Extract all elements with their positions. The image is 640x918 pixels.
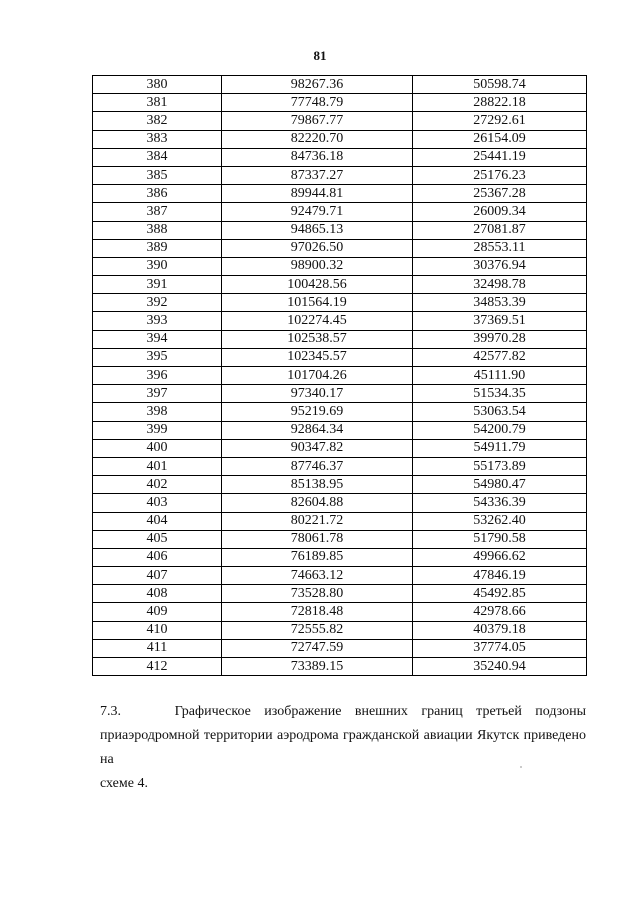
table-row: [93, 585, 587, 603]
x-coordinate-cell: 97340.17: [222, 385, 413, 403]
x-coordinate-cell: 72747.59: [222, 639, 413, 657]
x-coordinate-cell: 87337.27: [222, 166, 413, 184]
point-number-cell: 387: [93, 203, 222, 221]
y-coordinate-cell: 50598.74: [413, 76, 587, 94]
table-row: [93, 530, 587, 548]
x-coordinate-cell: 100428.56: [222, 276, 413, 294]
point-number-cell: 408: [93, 585, 222, 603]
y-coordinate-cell: 49966.62: [413, 548, 587, 566]
x-coordinate-cell: 90347.82: [222, 439, 413, 457]
point-number-cell: 405: [93, 530, 222, 548]
x-coordinate-cell: 97026.50: [222, 239, 413, 257]
y-coordinate-cell: 25367.28: [413, 185, 587, 203]
point-number-cell: 385: [93, 166, 222, 184]
x-coordinate-cell: 89944.81: [222, 185, 413, 203]
page-number: 81: [313, 48, 327, 63]
coordinates-table-body: [93, 76, 587, 676]
point-number-cell: 400: [93, 439, 222, 457]
y-coordinate-cell: 35240.94: [413, 658, 587, 676]
table-row: [93, 348, 587, 366]
point-number-cell: 406: [93, 548, 222, 566]
table-row: [93, 166, 587, 184]
x-coordinate-cell: 101704.26: [222, 367, 413, 385]
y-coordinate-cell: 53063.54: [413, 403, 587, 421]
paragraph-line-2: приаэродромной территории аэродрома гражданской авиации Якутск приведено на: [100, 728, 586, 767]
x-coordinate-cell: 79867.77: [222, 112, 413, 130]
x-coordinate-cell: 102345.57: [222, 348, 413, 366]
table-row: [93, 367, 587, 385]
table-row: [93, 185, 587, 203]
y-coordinate-cell: 47846.19: [413, 567, 587, 585]
y-coordinate-cell: 26009.34: [413, 203, 587, 221]
x-coordinate-cell: 102274.45: [222, 312, 413, 330]
table-row: [93, 457, 587, 475]
y-coordinate-cell: 27292.61: [413, 112, 587, 130]
table-row: [93, 603, 587, 621]
table-row: [93, 639, 587, 657]
y-coordinate-cell: 32498.78: [413, 276, 587, 294]
y-coordinate-cell: 25176.23: [413, 166, 587, 184]
point-number-cell: 407: [93, 567, 222, 585]
y-coordinate-cell: 40379.18: [413, 621, 587, 639]
x-coordinate-cell: 72555.82: [222, 621, 413, 639]
point-number-cell: 404: [93, 512, 222, 530]
coordinates-table: [92, 75, 587, 676]
table-row: [93, 112, 587, 130]
y-coordinate-cell: 42577.82: [413, 348, 587, 366]
x-coordinate-cell: 82604.88: [222, 494, 413, 512]
x-coordinate-cell: 98267.36: [222, 76, 413, 94]
y-coordinate-cell: 28822.18: [413, 94, 587, 112]
table-row: [93, 94, 587, 112]
point-number-cell: 391: [93, 276, 222, 294]
table-row: [93, 439, 587, 457]
point-number-cell: 388: [93, 221, 222, 239]
table-row: [93, 148, 587, 166]
point-number-cell: 409: [93, 603, 222, 621]
point-number-cell: 394: [93, 330, 222, 348]
x-coordinate-cell: 73389.15: [222, 658, 413, 676]
table-row: [93, 330, 587, 348]
y-coordinate-cell: 25441.19: [413, 148, 587, 166]
x-coordinate-cell: 95219.69: [222, 403, 413, 421]
point-number-cell: 389: [93, 239, 222, 257]
table-row: [93, 221, 587, 239]
table-row: [93, 312, 587, 330]
table-row: [93, 548, 587, 566]
table-row: [93, 403, 587, 421]
y-coordinate-cell: 37774.05: [413, 639, 587, 657]
table-row: [93, 512, 587, 530]
table-row: [93, 130, 587, 148]
table-row: [93, 567, 587, 585]
y-coordinate-cell: 37369.51: [413, 312, 587, 330]
point-number-cell: 392: [93, 294, 222, 312]
table-row: [93, 276, 587, 294]
point-number-cell: 390: [93, 257, 222, 275]
y-coordinate-cell: 39970.28: [413, 330, 587, 348]
y-coordinate-cell: 42978.66: [413, 603, 587, 621]
y-coordinate-cell: 54336.39: [413, 494, 587, 512]
scan-speck: [520, 766, 522, 768]
point-number-cell: 384: [93, 148, 222, 166]
x-coordinate-cell: 92479.71: [222, 203, 413, 221]
y-coordinate-cell: 30376.94: [413, 257, 587, 275]
x-coordinate-cell: 77748.79: [222, 94, 413, 112]
x-coordinate-cell: 78061.78: [222, 530, 413, 548]
x-coordinate-cell: 84736.18: [222, 148, 413, 166]
x-coordinate-cell: 80221.72: [222, 512, 413, 530]
y-coordinate-cell: 51790.58: [413, 530, 587, 548]
point-number-cell: 402: [93, 476, 222, 494]
table-row: [93, 76, 587, 94]
x-coordinate-cell: 82220.70: [222, 130, 413, 148]
x-coordinate-cell: 76189.85: [222, 548, 413, 566]
x-coordinate-cell: 85138.95: [222, 476, 413, 494]
point-number-cell: 403: [93, 494, 222, 512]
y-coordinate-cell: 55173.89: [413, 457, 587, 475]
y-coordinate-cell: 28553.11: [413, 239, 587, 257]
x-coordinate-cell: 87746.37: [222, 457, 413, 475]
point-number-cell: 399: [93, 421, 222, 439]
x-coordinate-cell: 102538.57: [222, 330, 413, 348]
y-coordinate-cell: 54911.79: [413, 439, 587, 457]
table-row: [93, 239, 587, 257]
x-coordinate-cell: 94865.13: [222, 221, 413, 239]
table-row: [93, 658, 587, 676]
table-row: [93, 421, 587, 439]
x-coordinate-cell: 74663.12: [222, 567, 413, 585]
point-number-cell: 410: [93, 621, 222, 639]
y-coordinate-cell: 45492.85: [413, 585, 587, 603]
y-coordinate-cell: 54980.47: [413, 476, 587, 494]
point-number-cell: 412: [93, 658, 222, 676]
y-coordinate-cell: 45111.90: [413, 367, 587, 385]
point-number-cell: 411: [93, 639, 222, 657]
table-row: [93, 494, 587, 512]
y-coordinate-cell: 26154.09: [413, 130, 587, 148]
x-coordinate-cell: 101564.19: [222, 294, 413, 312]
table-row: [93, 203, 587, 221]
point-number-cell: 396: [93, 367, 222, 385]
y-coordinate-cell: 27081.87: [413, 221, 587, 239]
x-coordinate-cell: 92864.34: [222, 421, 413, 439]
paragraph-line-1: 7.3. Графическое изображение внешних границ третьей подзоны: [100, 704, 586, 719]
point-number-cell: 398: [93, 403, 222, 421]
table-row: [93, 294, 587, 312]
table-row: [93, 621, 587, 639]
x-coordinate-cell: 98900.32: [222, 257, 413, 275]
point-number-cell: 381: [93, 94, 222, 112]
point-number-cell: 380: [93, 76, 222, 94]
y-coordinate-cell: 34853.39: [413, 294, 587, 312]
point-number-cell: 386: [93, 185, 222, 203]
y-coordinate-cell: 54200.79: [413, 421, 587, 439]
point-number-cell: 382: [93, 112, 222, 130]
y-coordinate-cell: 53262.40: [413, 512, 587, 530]
x-coordinate-cell: 72818.48: [222, 603, 413, 621]
table-row: [93, 476, 587, 494]
paragraph-line-3: схеме 4.: [100, 776, 148, 791]
point-number-cell: 397: [93, 385, 222, 403]
point-number-cell: 395: [93, 348, 222, 366]
table-row: [93, 385, 587, 403]
x-coordinate-cell: 73528.80: [222, 585, 413, 603]
point-number-cell: 401: [93, 457, 222, 475]
section-7-3-paragraph: [100, 700, 586, 796]
table-row: [93, 257, 587, 275]
y-coordinate-cell: 51534.35: [413, 385, 587, 403]
point-number-cell: 383: [93, 130, 222, 148]
point-number-cell: 393: [93, 312, 222, 330]
